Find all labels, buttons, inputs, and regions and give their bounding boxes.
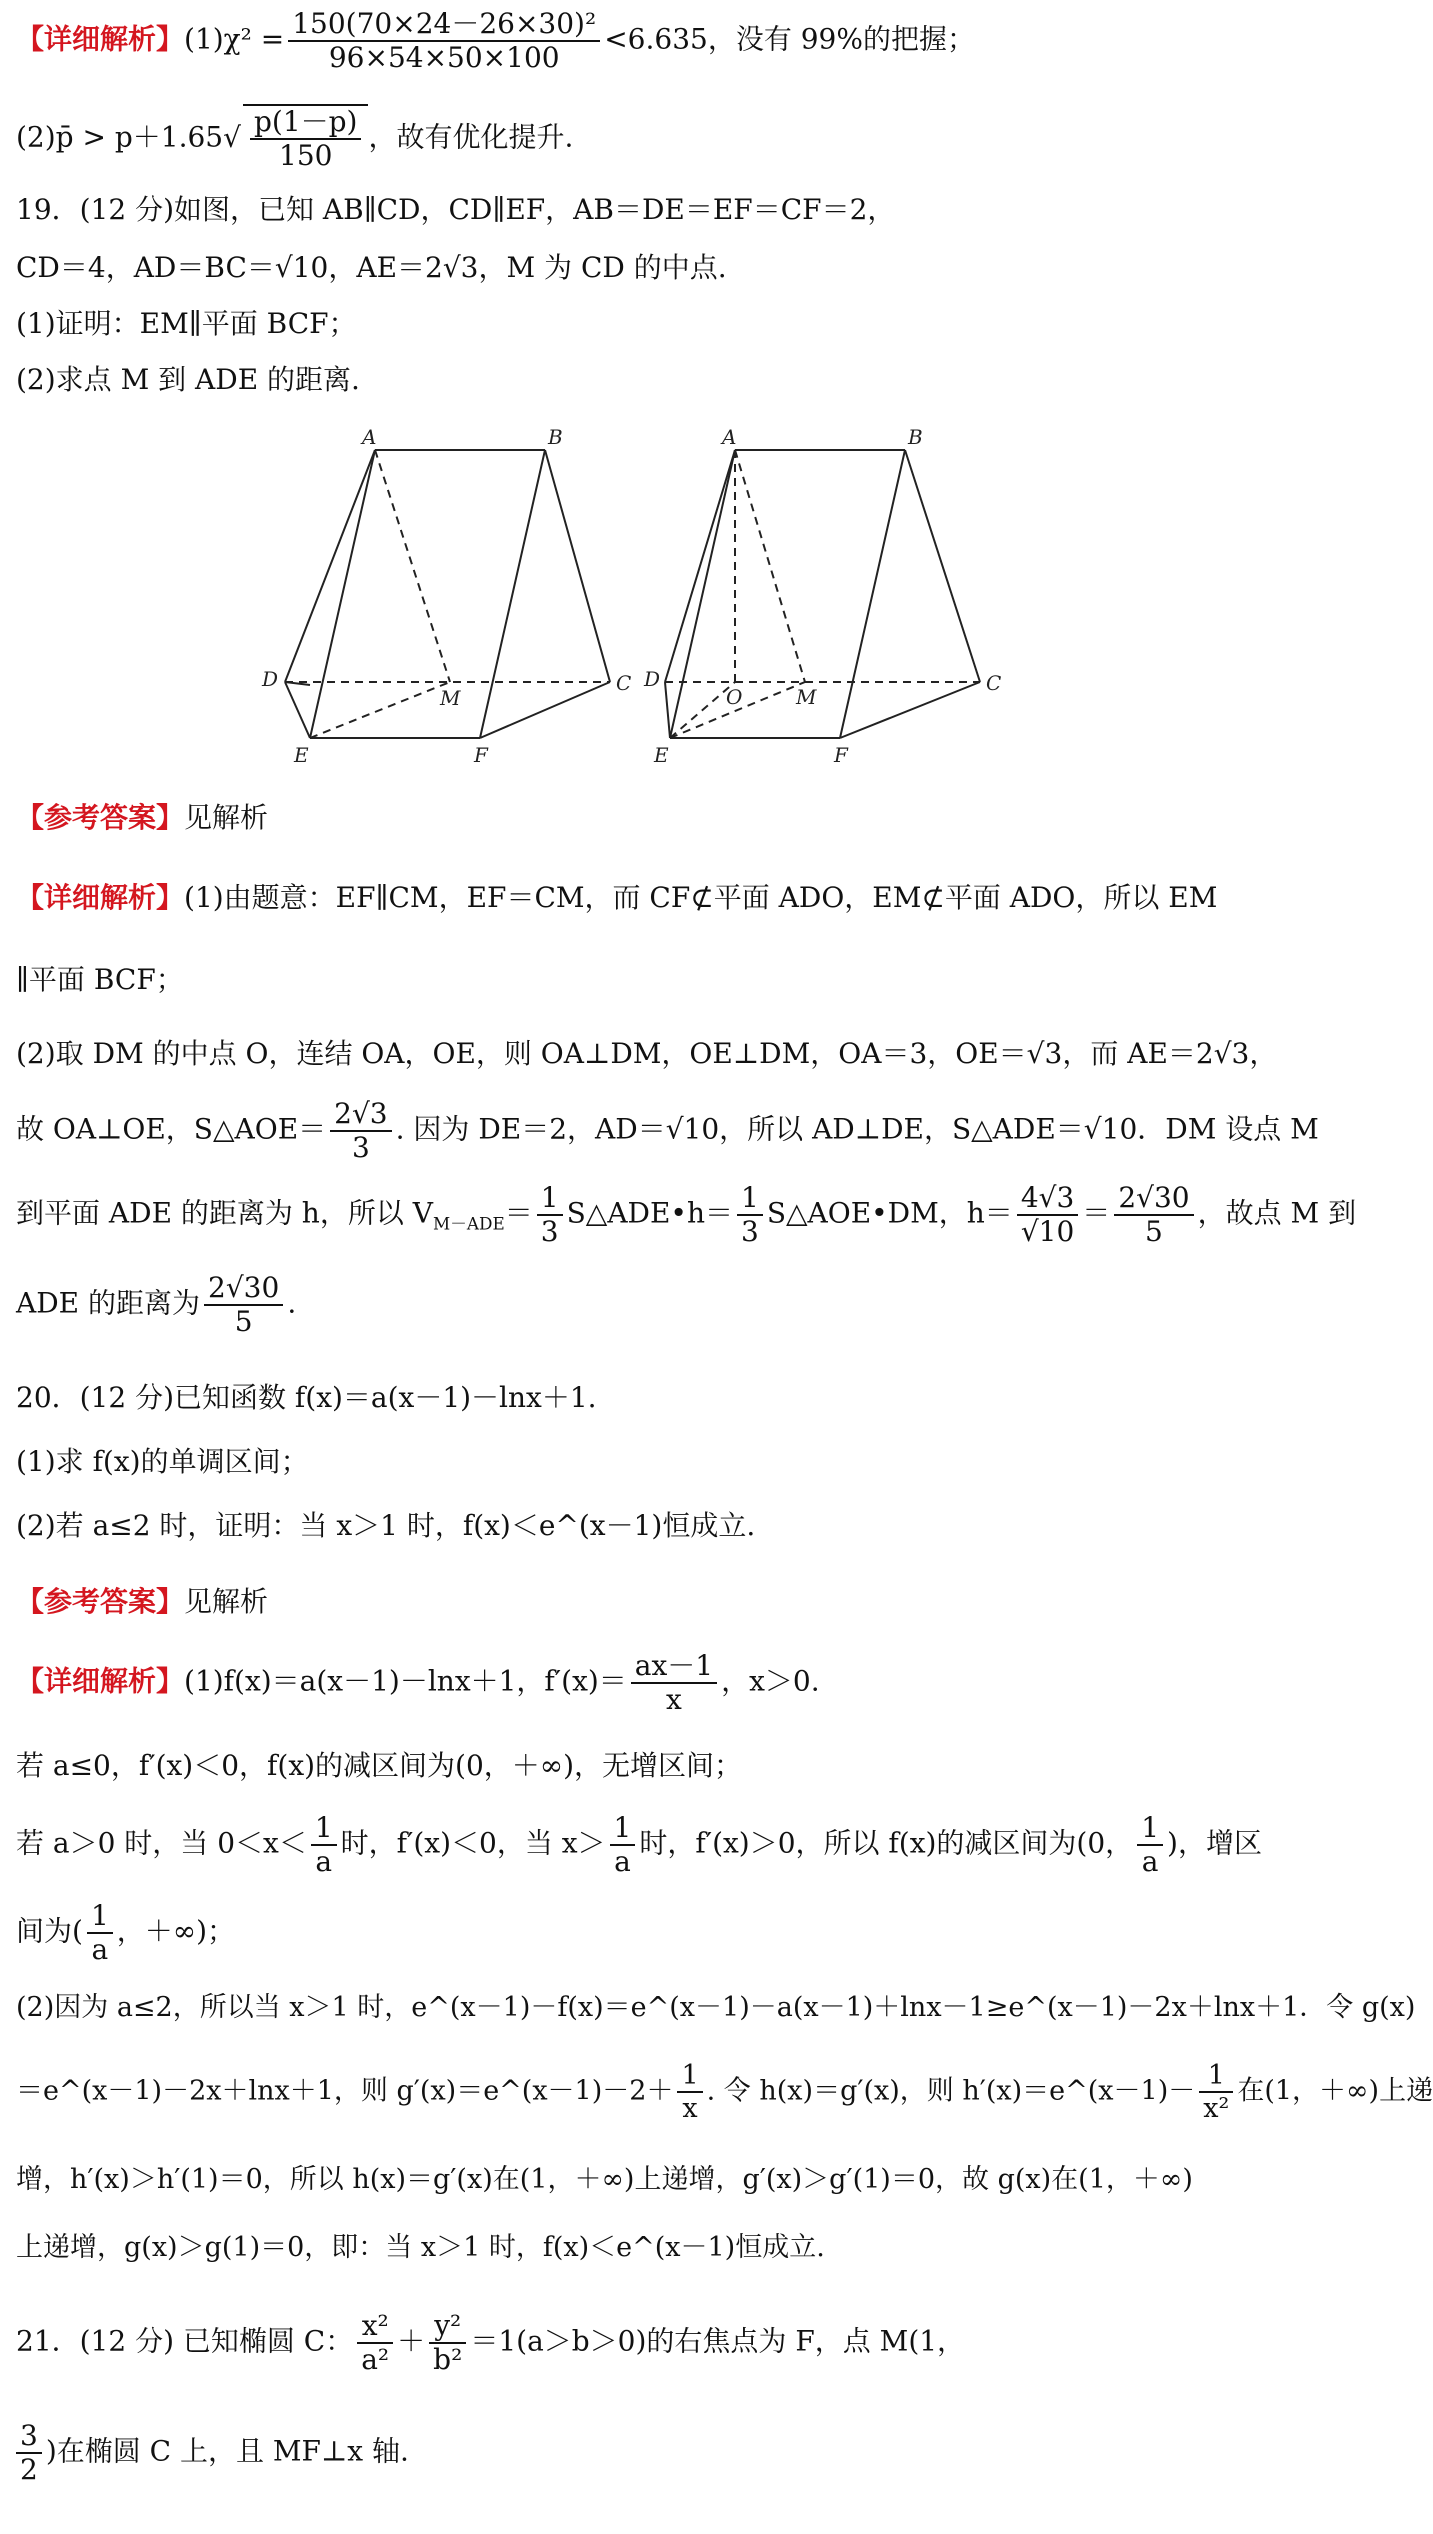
p19-s2c-frac1b-den: 3 [740,1215,759,1249]
p19-s2c-pre: 到平面 ADE 的距离为 h，所以 V [16,1196,433,1230]
p18-sqrt-numerator: p(1－p) [250,106,362,140]
p19-s2c-frac1b [737,1182,763,1248]
edge-fc-r [840,682,980,738]
p19-s2c-frac2-den: √10 [1020,1215,1075,1249]
label-a-right: A [722,425,737,449]
p18-chi-denominator: 96×54×50×100 [328,41,560,75]
p19-question-2: (2)求点 M 到 ADE 的距离. [16,363,360,396]
p20-s1-pre: (1)f(x)＝a(x－1)－lnx＋1，f′(x)＝ [184,1664,627,1698]
p20-s4-post: ，＋∞)； [116,1914,236,1948]
left-labels [261,425,631,767]
geometry-figure [260,420,1020,780]
p19-s2b-post: . 因为 DE＝2，AD＝√10，所以 AD⊥DE，S△ADE＝√10．DM 设点 M [395,1112,1319,1146]
p19-solution-2b [16,1098,1319,1164]
p19-answer-text: 见解析 [184,801,269,834]
p20-s1-post: ，x＞0. [721,1664,820,1698]
p20-s3-post: )，增区 [1167,1826,1262,1860]
p19-answer [16,800,268,836]
p20-solution-1 [16,1650,820,1716]
p20-solution-2: 若 a≤0，f′(x)＜0，f(x)的减区间为(0，＋∞)，无增区间； [16,1749,743,1782]
p20-s3-frac-c-num: 1 [1137,1812,1163,1846]
p21-frac-3-2 [16,2420,42,2486]
p19-s2c-frac1b-num: 1 [737,1182,763,1216]
p18-chi-post: <6.635，没有 99%的把握； [604,22,975,56]
p20-s6-frac-1-den: x [682,2093,698,2125]
p18-chi-fraction [288,8,600,74]
edge-am [375,450,450,682]
edge-de [285,682,310,738]
p19-s2d-post: . [287,1286,297,1320]
edge-bf-r [840,450,905,738]
p20-s3-pre: 若 a＞0 时，当 0＜x＜ [16,1826,307,1860]
label-o-right: O [726,685,743,709]
p20-question-1: (1)求 f(x)的单调区间； [16,1445,309,1478]
right-solid [665,450,980,738]
p20-answer-text: 见解析 [184,1585,269,1618]
edge-ad-r [665,450,735,682]
p19-s2b-pre: 故 OA⊥OE，S△AOE＝ [16,1112,327,1146]
p19-s2c-mid3: S△AOE•DM，h＝ [766,1196,1013,1230]
p18-chi-pre: (1)χ² = [184,22,285,56]
p18-sqrt [243,104,369,172]
p19-s2b-fraction [330,1098,391,1164]
label-m-right: M [796,685,817,709]
p21-frac-x-den: a² [361,2343,390,2377]
p20-solution-4 [16,1900,235,1966]
label-d-right: D [644,667,661,691]
p19-s2c-frac3-num: 2√30 [1114,1182,1193,1216]
p19-s2d-numerator: 2√30 [204,1272,283,1306]
edge-em [310,682,450,738]
p19-s2c-frac3-den: 5 [1145,1215,1163,1249]
p20-s6-frac-2-den: x² [1203,2093,1230,2125]
p19-s2b-denominator: 3 [351,1131,370,1165]
label-a-left: A [362,425,377,449]
label-f-right: F [834,743,848,767]
edge-bc-r [905,450,980,682]
p18-sqrt-fraction [250,106,362,172]
edge-bf [480,450,545,738]
p20-s6-frac-2-num: 1 [1199,2060,1233,2093]
p19-s2c-post: ，故点 M 到 [1197,1196,1357,1230]
p19-s2c-eq1: ＝ [504,1196,533,1230]
p19-s2b-numerator: 2√3 [330,1098,391,1132]
p20-answer [16,1584,268,1620]
label-f-left: F [474,743,488,767]
edge-de-r [665,682,670,738]
geometry-svg [260,420,1020,780]
p21-frac-3-2-num: 3 [16,2420,42,2454]
p18-sqrt-denominator: 150 [279,139,333,173]
p21-l2-post: )在椭圆 C 上，且 MF⊥x 轴. [45,2434,409,2468]
p19-s1a-text: (1)由题意：EF∥CM，EF＝CM，而 CF⊄平面 ADO，EM⊄平面 ADO，所以 EM [184,881,1218,914]
p19-solution-2c [16,1182,1356,1248]
p20-s3-frac-b [610,1812,636,1878]
p20-solution-7: 增，h′(x)＞h′(1)＝0，所以 h(x)＝g′(x)在(1，＋∞)上递增，g′(x)＞g′(1)＝0，故 g(x)在(1，＋∞) [16,2164,1193,2195]
label-m-left: M [440,686,461,710]
p20-solution-5: (2)因为 a≤2，所以当 x＞1 时，e^(x－1)－f(x)＝e^(x－1)－a(x－1)＋lnx－1≥e^(x－1)－2x＋lnx＋1．令 g(x) [16,1992,1416,2023]
p21-l1-post: ＝1(a＞b＞0)的右焦点为 F，点 M(1， [470,2324,966,2358]
p20-s3-frac-a-den: a [315,1845,333,1879]
detail-tag: 【详细解析】 [16,881,185,914]
p18-chi-numerator: 150(70×24－26×30)² [288,8,600,42]
p20-s3-mid1: 时，f′(x)＜0，当 x＞ [340,1826,606,1860]
p20-solution-3 [16,1812,1262,1878]
p18-line-2 [16,104,573,172]
p20-s4-fraction [87,1900,113,1966]
p20-s3-frac-a [311,1812,337,1878]
p18-line-1 [16,8,975,74]
p20-s1-denominator: x [666,1683,682,1717]
p19-solution-2a: (2)取 DM 的中点 O，连结 OA，OE，则 OA⊥DM，OE⊥DM，OA＝3，OE＝√3，而 AE＝2√3， [16,1037,1278,1070]
p20-s3-frac-a-num: 1 [311,1812,337,1846]
p19-solution-1b: ∥平面 BCF； [16,963,184,996]
p19-solution-2d [16,1272,296,1338]
p19-s2c-sub: M－ADE [432,1213,505,1234]
p20-s6-frac-1-num: 1 [677,2060,702,2093]
detail-tag: 【详细解析】 [16,22,185,56]
p20-s3-mid2: 时，f′(x)＞0，所以 f(x)的减区间为(0， [639,1826,1134,1860]
p21-line-2 [16,2420,409,2486]
p20-s6-post: 在(1，＋∞)上递 [1237,2075,1433,2107]
p21-frac-3-2-den: 2 [20,2453,38,2487]
p20-s3-frac-c-den: a [1141,1845,1159,1879]
p19-s2c-frac2-num: 4√3 [1017,1182,1078,1216]
edge-fc [480,682,610,738]
answer-tag: 【参考答案】 [16,801,185,834]
p19-solution-1a [16,880,1217,916]
p20-s6-frac-2 [1199,2060,1233,2124]
p19-s2c-frac1-num: 1 [537,1182,563,1216]
detail-tag: 【详细解析】 [16,1664,185,1698]
p19-s2c-frac1-den: 3 [540,1215,559,1249]
p19-s2c-eq2: ＝ [1082,1196,1111,1230]
p21-frac-y-den: b² [433,2343,463,2377]
p21-frac-x-num: x² [357,2310,393,2344]
p21-frac-y-num: y² [429,2310,466,2344]
p21-line-1 [16,2310,965,2376]
label-b-left: B [548,425,563,449]
p19-question-1: (1)证明：EM∥平面 BCF； [16,307,357,340]
p20-s6-pre: ＝e^(x－1)－2x＋lnx＋1，则 g′(x)＝e^(x－1)－2＋ [16,2075,674,2107]
p20-s1-fraction [631,1650,717,1716]
label-e-right: E [654,743,669,767]
p20-s4-denominator: a [91,1933,109,1967]
sqrt-icon [223,121,241,154]
p21-plus: ＋ [397,2324,426,2358]
p20-s6-mid: . 令 h(x)＝g′(x)，则 h′(x)＝e^(x－1)－ [706,2075,1196,2107]
p20-s4-pre: 间为( [16,1914,83,1948]
p20-solution-6 [16,2060,1433,2124]
p20-question-2: (2)若 a≤2 时，证明：当 x＞1 时，f(x)＜e^(x－1)恒成立. [16,1509,756,1542]
p20-s3-frac-b-den: a [614,1845,631,1879]
p19-s2d-pre: ADE 的距离为 [16,1286,201,1320]
p20-solution-8: 上递增，g(x)＞g(1)＝0，即：当 x＞1 时，f(x)＜e^(x－1)恒成立. [16,2232,825,2263]
p20-title: 20．(12 分)已知函数 f(x)＝a(x－1)－lnx＋1. [16,1381,597,1414]
p21-frac-x [357,2310,393,2376]
label-c-right: C [986,671,1002,695]
p19-s2c-mid2: S△ADE•h＝ [566,1196,733,1230]
answer-tag: 【参考答案】 [16,1585,185,1618]
p19-s2c-frac3 [1114,1182,1193,1248]
p20-s6-frac-1 [677,2060,702,2124]
edge-bc [545,450,610,682]
label-e-left: E [294,743,309,767]
p19-s2c-frac1 [537,1182,563,1248]
edge-am-r [735,450,805,682]
p19-s2d-fraction [204,1272,283,1338]
p19-s2c-frac2 [1017,1182,1078,1248]
p20-s1-numerator: ax－1 [631,1650,717,1684]
label-b-right: B [908,425,923,449]
label-d-left: D [262,667,279,691]
p21-l1-pre: 21．(12 分) 已知椭圆 C： [16,2324,354,2358]
p21-frac-y [429,2310,466,2376]
p20-s3-frac-c [1137,1812,1163,1878]
p19-conditions: CD＝4，AD＝BC＝√10，AE＝2√3，M 为 CD 的中点. [16,251,727,284]
p18-l2-post: ，故有优化提升. [368,120,574,154]
p20-s3-frac-b-num: 1 [610,1812,636,1846]
p18-l2-pre: (2)p̄ > p＋1.65 [16,120,224,154]
p19-title: 19．(12 分)如图，已知 AB∥CD，CD∥EF，AB＝DE＝EF＝CF＝2， [16,193,896,226]
label-c-left: C [616,671,632,695]
p19-s2d-denominator: 5 [234,1305,253,1339]
p20-s4-numerator: 1 [87,1900,113,1934]
